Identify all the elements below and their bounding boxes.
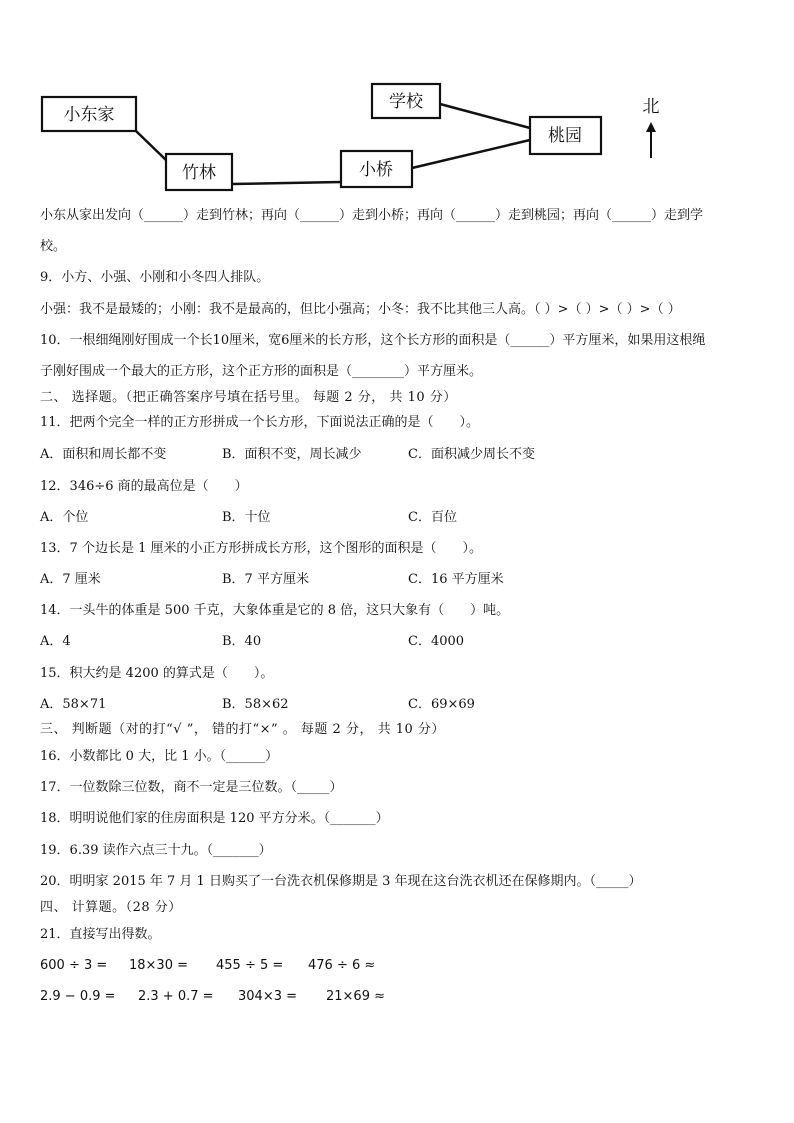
q14-option-a: A．4 [40,634,71,649]
q14-option-b: B．40 [222,634,262,649]
route-map [0,0,794,205]
q15-option-b: B．58×62 [222,697,289,712]
q19: 19．6.39 读作六点三十九。（_______） [40,843,272,858]
q9-detail: 小强：我不是最矮的；小刚：我不是最高的，但比小强高；小冬：我不比其他三人高。（ ）>（ ）>（ ）>（ ） [40,302,681,317]
q11-option-b: B．面积不变，周长减少 [222,447,362,462]
calc-item: 2.3 + 0.7 = [138,989,214,1004]
section-4-heading: 四、 计算题。（28 分） [40,900,182,915]
q13-option-c: C．16 平方厘米 [408,572,504,587]
place-label-bridge: 小桥 [359,160,393,180]
place-label-orchard: 桃园 [548,126,582,146]
q9-stem: 9．小方、小强、小刚和小冬四人排队。 [40,270,270,285]
path-home-bamboo [136,131,166,160]
q13-option-a: A．7 厘米 [40,572,101,587]
path-bamboo-bridge [232,182,341,184]
q11-option-a: A．面积和周长都不变 [40,447,167,462]
calc-item: 476 ÷ 6 ≈ [308,958,376,973]
calc-item: 600 ÷ 3 = [40,958,108,973]
q12-option-c: C．百位 [408,510,457,525]
calc-item: 18×30 = [129,958,189,973]
path-school-orchard [440,104,530,128]
q11-stem: 11．把两个完全一样的正方形拼成一个长方形，下面说法正确的是（ ）。 [40,415,480,430]
q8-text-line1: 小东从家出发向（______）走到竹林；再向（______）走到小桥；再向（______）走到桃园；再向（______）走到学 [40,208,704,223]
q10-stem-line1: 10．一根细绳刚好围成一个长10厘米，宽6厘米的长方形，这个长方形的面积是（______）平方厘米，如果用这根绳 [40,333,706,348]
q12-option-a: A．个位 [40,510,89,525]
q11-option-c: C．面积减少周长不变 [408,447,535,462]
q12-option-b: B．十位 [222,510,271,525]
q8-text-line2: 校。 [40,239,67,254]
q12-stem: 12．346÷6 商的最高位是（ ） [40,479,248,494]
calc-item: 2.9 − 0.9 = [40,989,116,1004]
q16: 16．小数都比 0 大，比 1 小。（______） [40,749,279,764]
calc-item: 455 ÷ 5 = [216,958,284,973]
calc-item: 304×3 = [238,989,298,1004]
q21-stem: 21．直接写出得数。 [40,927,161,942]
q10-stem-line2: 子刚好围成一个最大的正方形，这个正方形的面积是（________）平方厘米。 [40,364,483,379]
q15-stem: 15．积大约是 4200 的算式是（ ）。 [40,666,274,681]
place-label-bamboo: 竹林 [182,163,216,183]
north-arrow-icon [646,122,656,158]
q20: 20．明明家 2015 年 7 月 1 日购买了一台洗衣机保修期是 3 年现在这台洗衣机还在保修期内。（_____） [40,874,642,889]
q13-option-b: B．7 平方厘米 [222,572,309,587]
calc-item: 21×69 ≈ [326,989,386,1004]
section-3-heading: 三、 判断题（对的打“√ ”， 错的打“×” 。 每题 2 分， 共 10 分） [40,722,445,737]
q17: 17．一位数除三位数，商不一定是三位数。（_____） [40,780,343,795]
q18: 18．明明说他们家的住房面积是 120 平方分米。（_______） [40,811,389,826]
place-label-home: 小东家 [63,105,115,125]
north-label: 北 [642,97,660,117]
q14-option-c: C．4000 [408,634,465,649]
q14-stem: 14．一头牛的体重是 500 千克，大象体重是它的 8 倍，这只大象有（ ）吨。 [40,603,510,618]
place-label-school: 学校 [389,92,423,112]
q15-option-c: C．69×69 [408,697,475,712]
q13-stem: 13．7 个边长是 1 厘米的小正方形拼成长方形，这个图形的面积是（ ）。 [40,541,482,556]
q15-option-a: A．58×71 [40,697,107,712]
path-bridge-orchard [412,140,530,168]
section-2-heading: 二、 选择题。（把正确答案序号填在括号里。 每题 2 分， 共 10 分） [40,390,457,405]
